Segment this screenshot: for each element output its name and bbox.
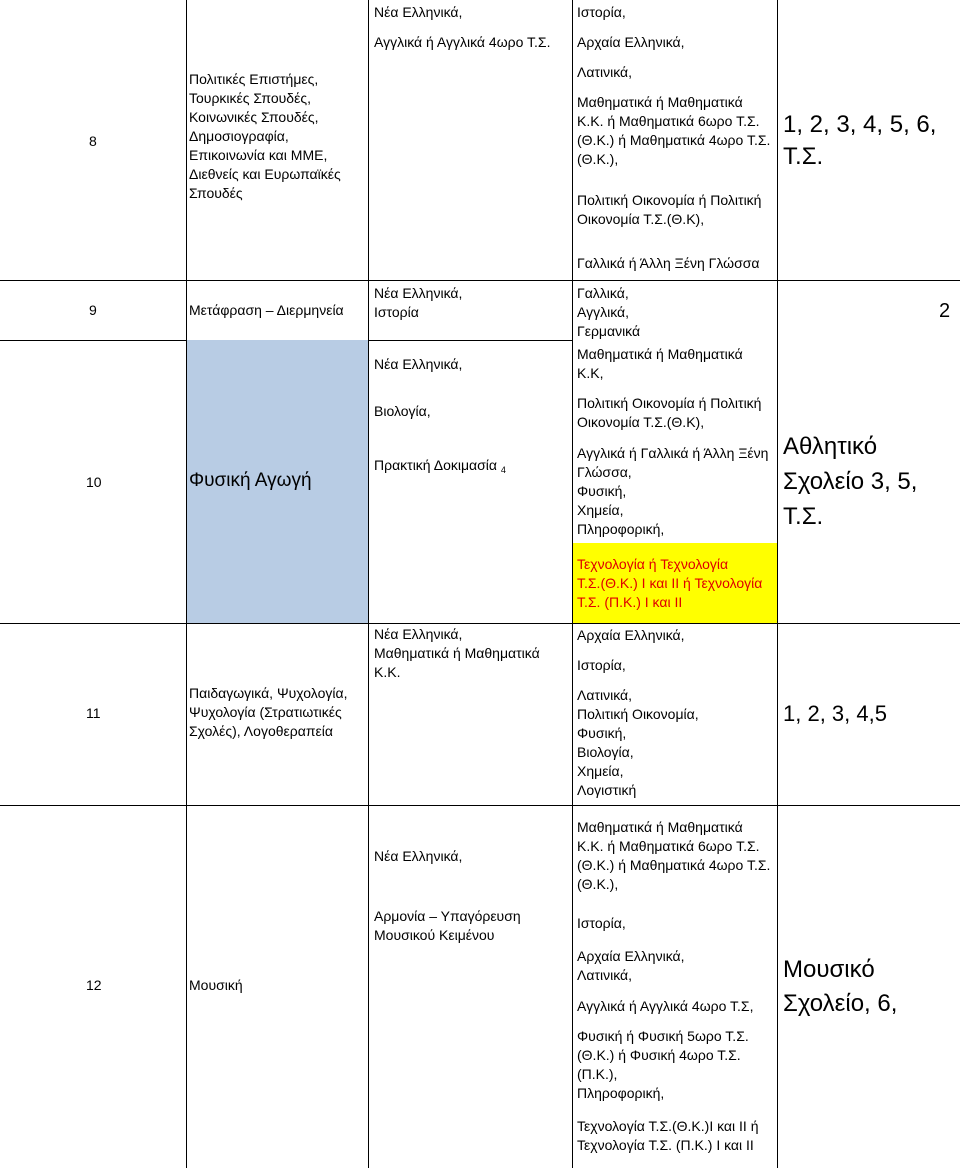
programme-name: Πολιτικές Επιστήμες, (189, 71, 319, 87)
programme-name: Επικοινωνία και ΜΜΕ, (189, 147, 328, 163)
grid-line (0, 340, 186, 341)
subject-text: Βιολογία, (374, 403, 431, 419)
elective-text: Πολιτική Οικονομία, (577, 706, 699, 722)
grid-line (0, 805, 960, 806)
subject-text: Αρμονία – Υπαγόρευση (374, 908, 521, 924)
programme-name: Δημοσιογραφία, (189, 128, 289, 144)
schools-text: Σχολείο, 6, (783, 990, 898, 1017)
elective-text: Αγγλικά ή Αγγλικά 4ωρο Τ.Σ, (577, 998, 754, 1014)
schools-text: Τ.Σ. (783, 503, 824, 530)
elective-text: Λογιστική (577, 782, 637, 798)
elective-text: Αρχαία Ελληνικά, (577, 627, 685, 643)
elective-text: Λατινικά, (577, 64, 633, 80)
elective-text: Χημεία, (577, 763, 624, 779)
grid-line (0, 280, 960, 281)
subject-text: Ιστορία (374, 304, 419, 320)
subject-text: Μουσικού Κειμένου (374, 927, 495, 943)
elective-text: Αρχαία Ελληνικά, (577, 948, 685, 964)
subject-text: Πρακτική Δοκιμασία $_4$ (374, 457, 506, 475)
subject-text: Νέα Ελληνικά, (374, 356, 463, 372)
elective-text: Κ.Κ. ή Μαθηματικά 6ωρο Τ.Σ. (577, 113, 760, 129)
elective-text: Μαθηματικά ή Μαθηματικά (577, 94, 743, 110)
elective-text: Φυσική, (577, 483, 627, 499)
elective-text: (Θ.Κ.), (577, 876, 619, 892)
elective-text: Γαλλικά ή Άλλη Ξένη Γλώσσα (577, 255, 760, 271)
subject-text: Νέα Ελληνικά, (374, 848, 463, 864)
highlighted-text: Τεχνολογία ή Τεχνολογία (577, 556, 729, 572)
row-number: 10 (86, 474, 102, 490)
highlighted-text: Τ.Σ. (Π.Κ.) Ι και ΙΙ (577, 594, 683, 610)
elective-text: Μαθηματικά ή Μαθηματικά (577, 819, 743, 835)
elective-text: Λατινικά, (577, 967, 633, 983)
elective-text: (Π.Κ.), (577, 1066, 618, 1082)
elective-text: Γερμανικά (577, 323, 641, 339)
schools-text: Αθλητικό (783, 433, 878, 460)
row-number: 12 (86, 977, 102, 993)
row-number: 8 (89, 133, 97, 149)
programme-name: Σπουδές (189, 185, 243, 201)
schools-text: Μουσικό (783, 956, 875, 983)
elective-text: Αγγλικά ή Γαλλικά ή Άλλη Ξένη (577, 445, 769, 461)
subject-text: Νέα Ελληνικά, (374, 285, 463, 301)
elective-text: Οικονομία Τ.Σ.(Θ.Κ), (577, 414, 705, 430)
subject-text: Αγγλικά ή Αγγλικά 4ωρο Τ.Σ. (374, 34, 551, 50)
programme-name: Μετάφραση – Διερμηνεία (189, 302, 344, 318)
elective-text: Ιστορία, (577, 915, 626, 931)
schools-text: 2 (939, 300, 951, 322)
highlighted-text: Τ.Σ.(Θ.Κ.) Ι και ΙΙ ή Τεχνολογία (577, 575, 763, 591)
programme-name: Τουρκικές Σπουδές, (189, 90, 311, 106)
elective-text: Πληροφορική, (577, 521, 665, 537)
subject-text: Νέα Ελληνικά, (374, 626, 463, 642)
elective-text: (Θ.Κ.) ή Φυσική 4ωρο Τ.Σ. (577, 1047, 741, 1063)
grid-line (368, 0, 369, 1168)
elective-text: Πληροφορική, (577, 1085, 665, 1101)
elective-text: Κ.Κ. ή Μαθηματικά 6ωρο Τ.Σ. (577, 838, 760, 854)
elective-text: Τεχνολογία Τ.Σ. (Π.Κ.) Ι και ΙΙ (577, 1137, 754, 1153)
grid-line (186, 0, 187, 1168)
elective-text: Αρχαία Ελληνικά, (577, 34, 685, 50)
subject-text: Κ.Κ. (374, 664, 401, 680)
elective-text: Φυσική, (577, 725, 627, 741)
programme-name: Φυσική Αγωγή (189, 470, 312, 491)
elective-text: Πολιτική Οικονομία ή Πολιτική (577, 395, 762, 411)
elective-text: Φυσική ή Φυσική 5ωρο Τ.Σ. (577, 1028, 749, 1044)
elective-text: Πολιτική Οικονομία ή Πολιτική (577, 192, 762, 208)
schools-text: Σχολείο 3, 5, (783, 468, 918, 495)
elective-text: (Θ.Κ.) ή Μαθηματικά 4ωρο Τ.Σ. (577, 132, 771, 148)
programme-name: Σχολές), Λογοθεραπεία (189, 723, 333, 739)
schools-text: Τ.Σ. (783, 143, 824, 170)
grid-line (0, 623, 960, 624)
programme-name: Κοινωνικές Σπουδές, (189, 109, 319, 125)
subject-text: Νέα Ελληνικά, (374, 4, 463, 20)
programme-name: Παιδαγωγικά, Ψυχολογία, (189, 685, 348, 701)
grid-line (368, 340, 572, 341)
elective-text: Οικονομία Τ.Σ.(Θ.Κ), (577, 211, 705, 227)
elective-text: Αγγλικά, (577, 304, 630, 320)
programme-name: Ψυχολογία (Στρατιωτικές (189, 704, 342, 720)
elective-text: Τεχνολογία Τ.Σ.(Θ.Κ.)Ι και ΙΙ ή (577, 1118, 759, 1134)
row-number: 9 (89, 302, 97, 318)
elective-text: Βιολογία, (577, 744, 634, 760)
elective-text: Γαλλικά, (577, 285, 629, 301)
schools-text: 1, 2, 3, 4,5 (783, 701, 887, 726)
elective-text: Κ.Κ, (577, 365, 604, 381)
elective-text: Λατινικά, (577, 687, 633, 703)
elective-text: (Θ.Κ.) ή Μαθηματικά 4ωρο Τ.Σ. (577, 857, 771, 873)
row-number: 11 (86, 705, 101, 721)
programme-name: Μουσική (189, 977, 243, 993)
schools-text: 1, 2, 3, 4, 5, 6, (783, 111, 937, 138)
elective-text: Ιστορία, (577, 4, 626, 20)
elective-text: (Θ.Κ.), (577, 151, 619, 167)
grid-line (572, 0, 573, 1168)
grid-line (777, 0, 778, 1168)
elective-text: Χημεία, (577, 502, 624, 518)
elective-text: Μαθηματικά ή Μαθηματικά (577, 346, 743, 362)
elective-text: Ιστορία, (577, 657, 626, 673)
elective-text: Γλώσσα, (577, 464, 632, 480)
programme-name: Διεθνείς και Ευρωπαϊκές (189, 166, 341, 182)
subject-text: Μαθηματικά ή Μαθηματικά (374, 645, 540, 661)
